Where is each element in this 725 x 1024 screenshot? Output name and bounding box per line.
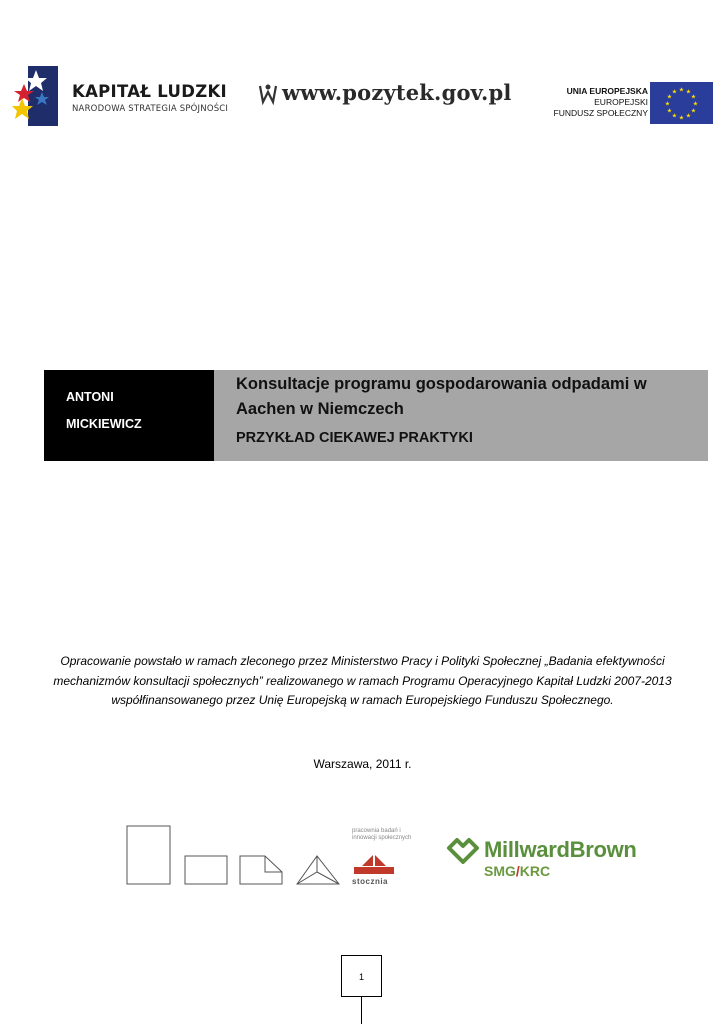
author-last-name: MICKIEWICZ xyxy=(66,417,142,431)
kapital-ludzki-logo xyxy=(12,62,242,134)
eu-flag-icon xyxy=(650,82,713,124)
svg-text:★: ★ xyxy=(685,112,692,120)
mb-sub-right: KRC xyxy=(519,863,551,879)
svg-text:★: ★ xyxy=(671,88,678,96)
funding-description: Opracowanie powstało w ramach zleconego przez Ministerstwo Pracy i Polityki Społecznej „Badania efektywności mechanizmów konsultacji społecznych” realizowanego w ramach Programu Operacyjnego Kapitał Ludzki 2007-2013 współfinansowanego przez Unię Europejską w ramach Europejskiego Funduszu Społecznego. xyxy=(53,654,672,707)
page-number-box xyxy=(341,955,382,997)
pozytek-url: www.pozytek.gov.pl xyxy=(282,80,512,105)
svg-text:★: ★ xyxy=(692,100,699,108)
svg-text:★: ★ xyxy=(685,88,692,96)
stocznia-name: stocznia xyxy=(352,877,389,886)
stocznia-ship-icon xyxy=(352,852,396,876)
svg-text:★: ★ xyxy=(678,86,685,94)
document-title: Konsultacje programu gospodarowania odpadami w Aachen w Niemczech xyxy=(236,375,647,418)
ue-line-2: EUROPEJSKI xyxy=(594,97,648,107)
stocznia-tagline: pracownia badań i innowacji społecznych xyxy=(352,828,412,841)
ue-efs-logo xyxy=(548,80,718,128)
document-subtitle: PRZYKŁAD CIEKAWEJ PRAKTYKI xyxy=(236,430,473,446)
title-band xyxy=(44,370,708,461)
title-box xyxy=(214,370,708,461)
page-number-line xyxy=(361,997,362,1024)
pozytek-symbol-icon xyxy=(258,82,278,106)
ue-line-3: FUNDUSZ SPOŁECZNY xyxy=(553,108,648,118)
svg-text:★: ★ xyxy=(666,107,673,115)
kapital-ludzki-stars-icon xyxy=(12,64,60,128)
author-box xyxy=(44,370,214,461)
mb-sub-left: SMG xyxy=(484,863,516,879)
millward-brown-mark-icon xyxy=(446,836,480,864)
mb-sub-slash: / xyxy=(515,863,520,879)
kapital-ludzki-title: KAPITAŁ LUDZKI xyxy=(72,82,227,101)
millward-brown-sub xyxy=(484,863,550,879)
svg-text:★: ★ xyxy=(664,100,671,108)
ue-line-1: UNIA EUROPEJSKA xyxy=(566,86,648,96)
svg-text:★: ★ xyxy=(678,114,685,122)
millward-brown-logo xyxy=(446,836,646,886)
svg-text:★: ★ xyxy=(690,107,697,115)
paper-folding-logo xyxy=(125,824,345,888)
svg-text:★: ★ xyxy=(666,93,673,101)
svg-text:★: ★ xyxy=(690,93,697,101)
svg-text:★: ★ xyxy=(671,112,678,120)
stocznia-logo xyxy=(350,828,410,890)
place-date: Warszawa, 2011 r. xyxy=(313,757,412,771)
page-number: 1 xyxy=(358,972,364,982)
kapital-ludzki-subtitle: NARODOWA STRATEGIA SPÓJNOŚCI xyxy=(72,104,229,114)
millward-brown-name: MillwardBrown xyxy=(484,837,637,862)
author-first-name: ANTONI xyxy=(66,390,114,404)
